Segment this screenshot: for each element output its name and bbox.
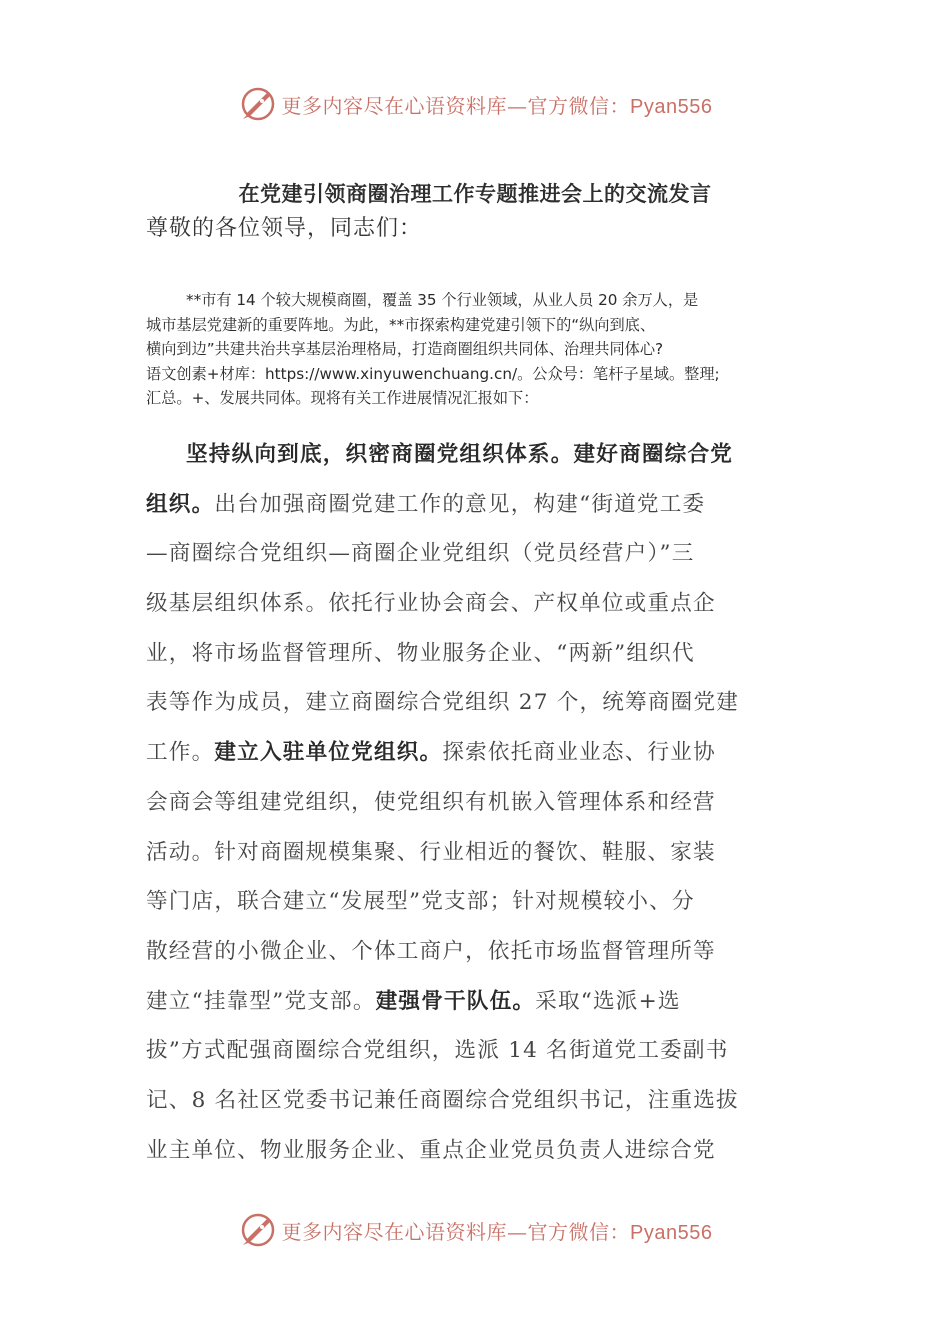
watermark-banner-top	[0, 82, 950, 126]
intro-line: 横向到边”共建共治共享基层治理格局，打造商圈组织共同体、治理共同体心?	[146, 340, 664, 359]
body-line: 业主单位、物业服务企业、重点企业党员负责人进综合党	[146, 1137, 716, 1163]
body-line: 等门店，联合建立“发展型”党支部；针对规模较小、分	[146, 889, 695, 915]
body-line: 会商会等组建党组织，使党组织有机嵌入管理体系和经营	[146, 789, 716, 815]
section-heading: 坚持纵向到底，织密商圈党组织体系。	[186, 442, 574, 467]
body-line: 业，将市场监督管理所、物业服务企业、“两新”组织代	[146, 640, 695, 666]
intro-line: 城市基层党建新的重要阵地。为此，**市探索构建党建引领下的“纵向到底、	[146, 315, 656, 334]
watermark-banner-bottom	[0, 1208, 950, 1252]
document-title: 在党建引领商圈治理工作专题推进会上的交流发言	[238, 182, 712, 206]
intro-line: 语文创素+材库：https://www.xinyuwenchuang.cn/。公众号：笔杆子星域。整理;	[146, 364, 720, 383]
intro-line: **市有 14 个较大规模商圈，覆盖 35 个行业领域，从业人员 20 余万人，是	[186, 291, 699, 309]
body-line: 表等作为成员，建立商圈综合党组织 27 个，统筹商圈党建	[146, 690, 740, 716]
body-line	[146, 430, 810, 480]
body-line: 组织。出台加强商圈党建工作的意见，构建“街道党工委	[146, 491, 706, 517]
sub-heading: 建好商圈综合党	[573, 442, 734, 467]
pen-logo-icon	[238, 1210, 278, 1250]
watermark-handle: Pyan556	[630, 1221, 713, 1244]
watermark-handle: Pyan556	[630, 95, 713, 118]
body-line: 级基层组织体系。依托行业协会商会、产权单位或重点企	[146, 591, 716, 617]
intro-paragraph	[146, 288, 806, 411]
pen-logo-icon	[238, 84, 278, 124]
body-line: 建立“挂靠型”党支部。建强骨干队伍。采取“选派+选	[146, 988, 681, 1014]
body-line: 工作。建立入驻单位党组织。探索依托商业业态、行业协	[146, 740, 716, 766]
body-line: 散经营的小微企业、个体工商户，依托市场监督管理所等	[146, 938, 716, 964]
body-paragraph	[146, 430, 810, 1175]
greeting: 尊敬的各位领导，同志们：	[146, 216, 423, 241]
intro-line: 汇总。+、发展共同体。现将有关工作进展情况汇报如下：	[146, 389, 539, 408]
body-line: 拔”方式配强商圈综合党组织，选派 14 名街道党工委副书	[146, 1038, 729, 1064]
body-line: 活动。针对商圈规模集聚、行业相近的餐饮、鞋服、家装	[146, 839, 716, 865]
body-line: —商圈综合党组织—商圈企业党组织（党员经营户）”三	[146, 541, 695, 567]
sub-heading: 建立入驻单位党组织。	[214, 740, 443, 766]
sub-heading-cont: 组织。	[146, 491, 215, 517]
watermark-text: 更多内容尽在心语资料库—官方微信：Pyan556	[281, 93, 713, 118]
body-line: 记、8 名社区党委书记兼任商圈综合党组织书记，注重选拔	[146, 1087, 739, 1113]
sub-heading: 建强骨干队伍。	[375, 988, 536, 1014]
watermark-text: 更多内容尽在心语资料库—官方微信：Pyan556	[281, 1219, 713, 1244]
